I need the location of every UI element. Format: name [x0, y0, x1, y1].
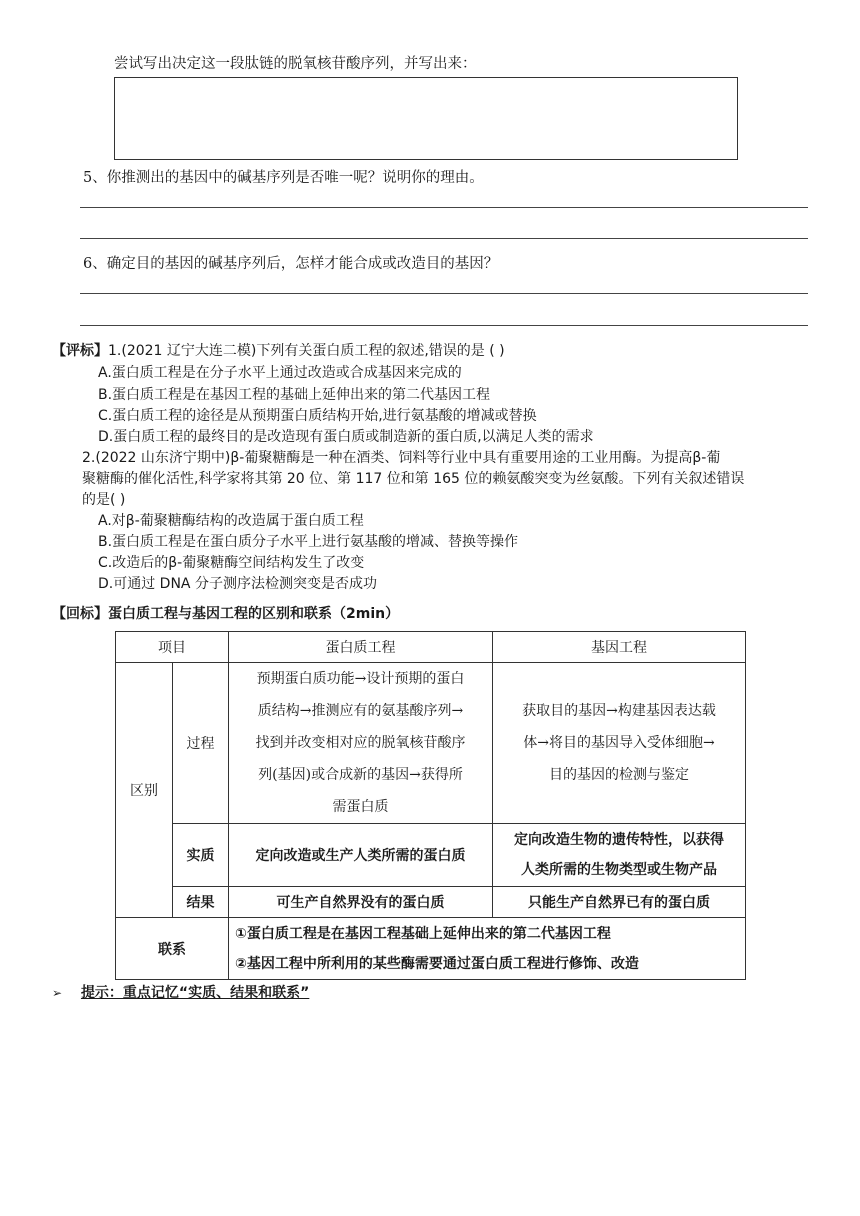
table-row	[116, 824, 746, 887]
evaluate-q1-stem: 【评标】1.(2021 辽宁大连二模)下列有关蛋白质工程的叙述,错误的是 ( )	[52, 343, 505, 359]
diff-label: 区别	[116, 663, 173, 918]
q2-option-a: A.对β-葡聚糖酶结构的改造属于蛋白质工程	[98, 513, 364, 529]
link-content: ①蛋白质工程是在基因工程基础上延伸出来的第二代基因工程 ②基因工程中所利用的某些酶需要通过蛋白质工程进行修饰、改造	[229, 918, 746, 980]
q2-option-c: C.改造后的β-葡聚糖酶空间结构发生了改变	[98, 555, 365, 571]
result-gene: 只能生产自然界已有的蛋白质	[493, 887, 746, 918]
review-tag: 【回标】	[52, 606, 108, 622]
answer-line[interactable]	[80, 238, 808, 239]
question-6: 6、确定目的基因的碱基序列后，怎样才能合成或改造目的基因？	[83, 256, 499, 272]
q2-option-d: D.可通过 DNA 分子测序法检测突变是否成功	[98, 576, 377, 592]
link-label: 联系	[116, 918, 229, 980]
question-5: 5、你推测出的基因中的碱基序列是否唯一呢？说明你的理由。	[83, 170, 484, 186]
header-gene: 基因工程	[493, 632, 746, 663]
q2-option-b: B.蛋白质工程是在蛋白质分子水平上进行氨基酸的增减、替换等操作	[98, 534, 519, 550]
comparison-table	[115, 631, 746, 980]
answer-line[interactable]	[80, 325, 808, 326]
q2-stem-line-1: 2.(2022 山东济宁期中)β-葡聚糖酶是一种在酒类、饲料等行业中具有重要用途的工业用酶。为提高β-葡	[82, 450, 721, 466]
process-gene: 获取目的基因→构建基因表达载 体→将目的基因导入受体细胞→ 目的基因的检测与鉴定	[493, 663, 746, 824]
answer-line[interactable]	[80, 293, 808, 294]
q2-stem-line-2: 聚糖酶的催化活性,科学家将其第 20 位、第 117 位和第 165 位的赖氨酸突变为丝氨酸。下列有关叙述错误	[82, 471, 745, 487]
q1-option-c: C.蛋白质工程的途径是从预期蛋白质结构开始,进行氨基酸的增减或替换	[98, 408, 537, 424]
table-row	[116, 663, 746, 824]
review-heading: 【回标】蛋白质工程与基因工程的区别和联系（2min）	[52, 606, 400, 622]
process-label: 过程	[173, 663, 229, 824]
q2-stem-line-3: 的是( )	[82, 492, 126, 508]
header-item: 项目	[116, 632, 229, 663]
tip	[52, 983, 309, 1003]
tip-text: 提示：重点记忆“实质、结果和联系”	[80, 985, 310, 1001]
answer-box[interactable]	[114, 77, 738, 160]
q1-option-b: B.蛋白质工程是在基因工程的基础上延伸出来的第二代基因工程	[98, 387, 491, 403]
essence-protein: 定向改造或生产人类所需的蛋白质	[229, 824, 493, 887]
essence-gene: 定向改造生物的遗传特性，以获得 人类所需的生物类型或生物产品	[493, 824, 746, 887]
result-label: 结果	[173, 887, 229, 918]
table-row	[116, 918, 746, 980]
q4-prompt: 尝试写出决定这一段肽链的脱氧核苷酸序列，并写出来：	[114, 56, 477, 72]
evaluate-tag: 【评标】	[52, 343, 108, 359]
header-protein: 蛋白质工程	[229, 632, 493, 663]
table-row	[116, 887, 746, 918]
answer-line[interactable]	[80, 207, 808, 208]
q1-option-d: D.蛋白质工程的最终目的是改造现有蛋白质或制造新的蛋白质,以满足人类的需求	[98, 429, 594, 445]
result-protein: 可生产自然界没有的蛋白质	[229, 887, 493, 918]
essence-label: 实质	[173, 824, 229, 887]
bullet-arrow-icon: ➢	[52, 986, 63, 1000]
q1-option-a: A.蛋白质工程是在分子水平上通过改造或合成基因来完成的	[98, 365, 462, 381]
process-protein: 预期蛋白质功能→设计预期的蛋白 质结构→推测应有的氨基酸序列→ 找到并改变相对应的脱氧核苷酸序 列(基因)或合成新的基因→获得所 需蛋白质	[229, 663, 493, 824]
table-row	[116, 632, 746, 663]
